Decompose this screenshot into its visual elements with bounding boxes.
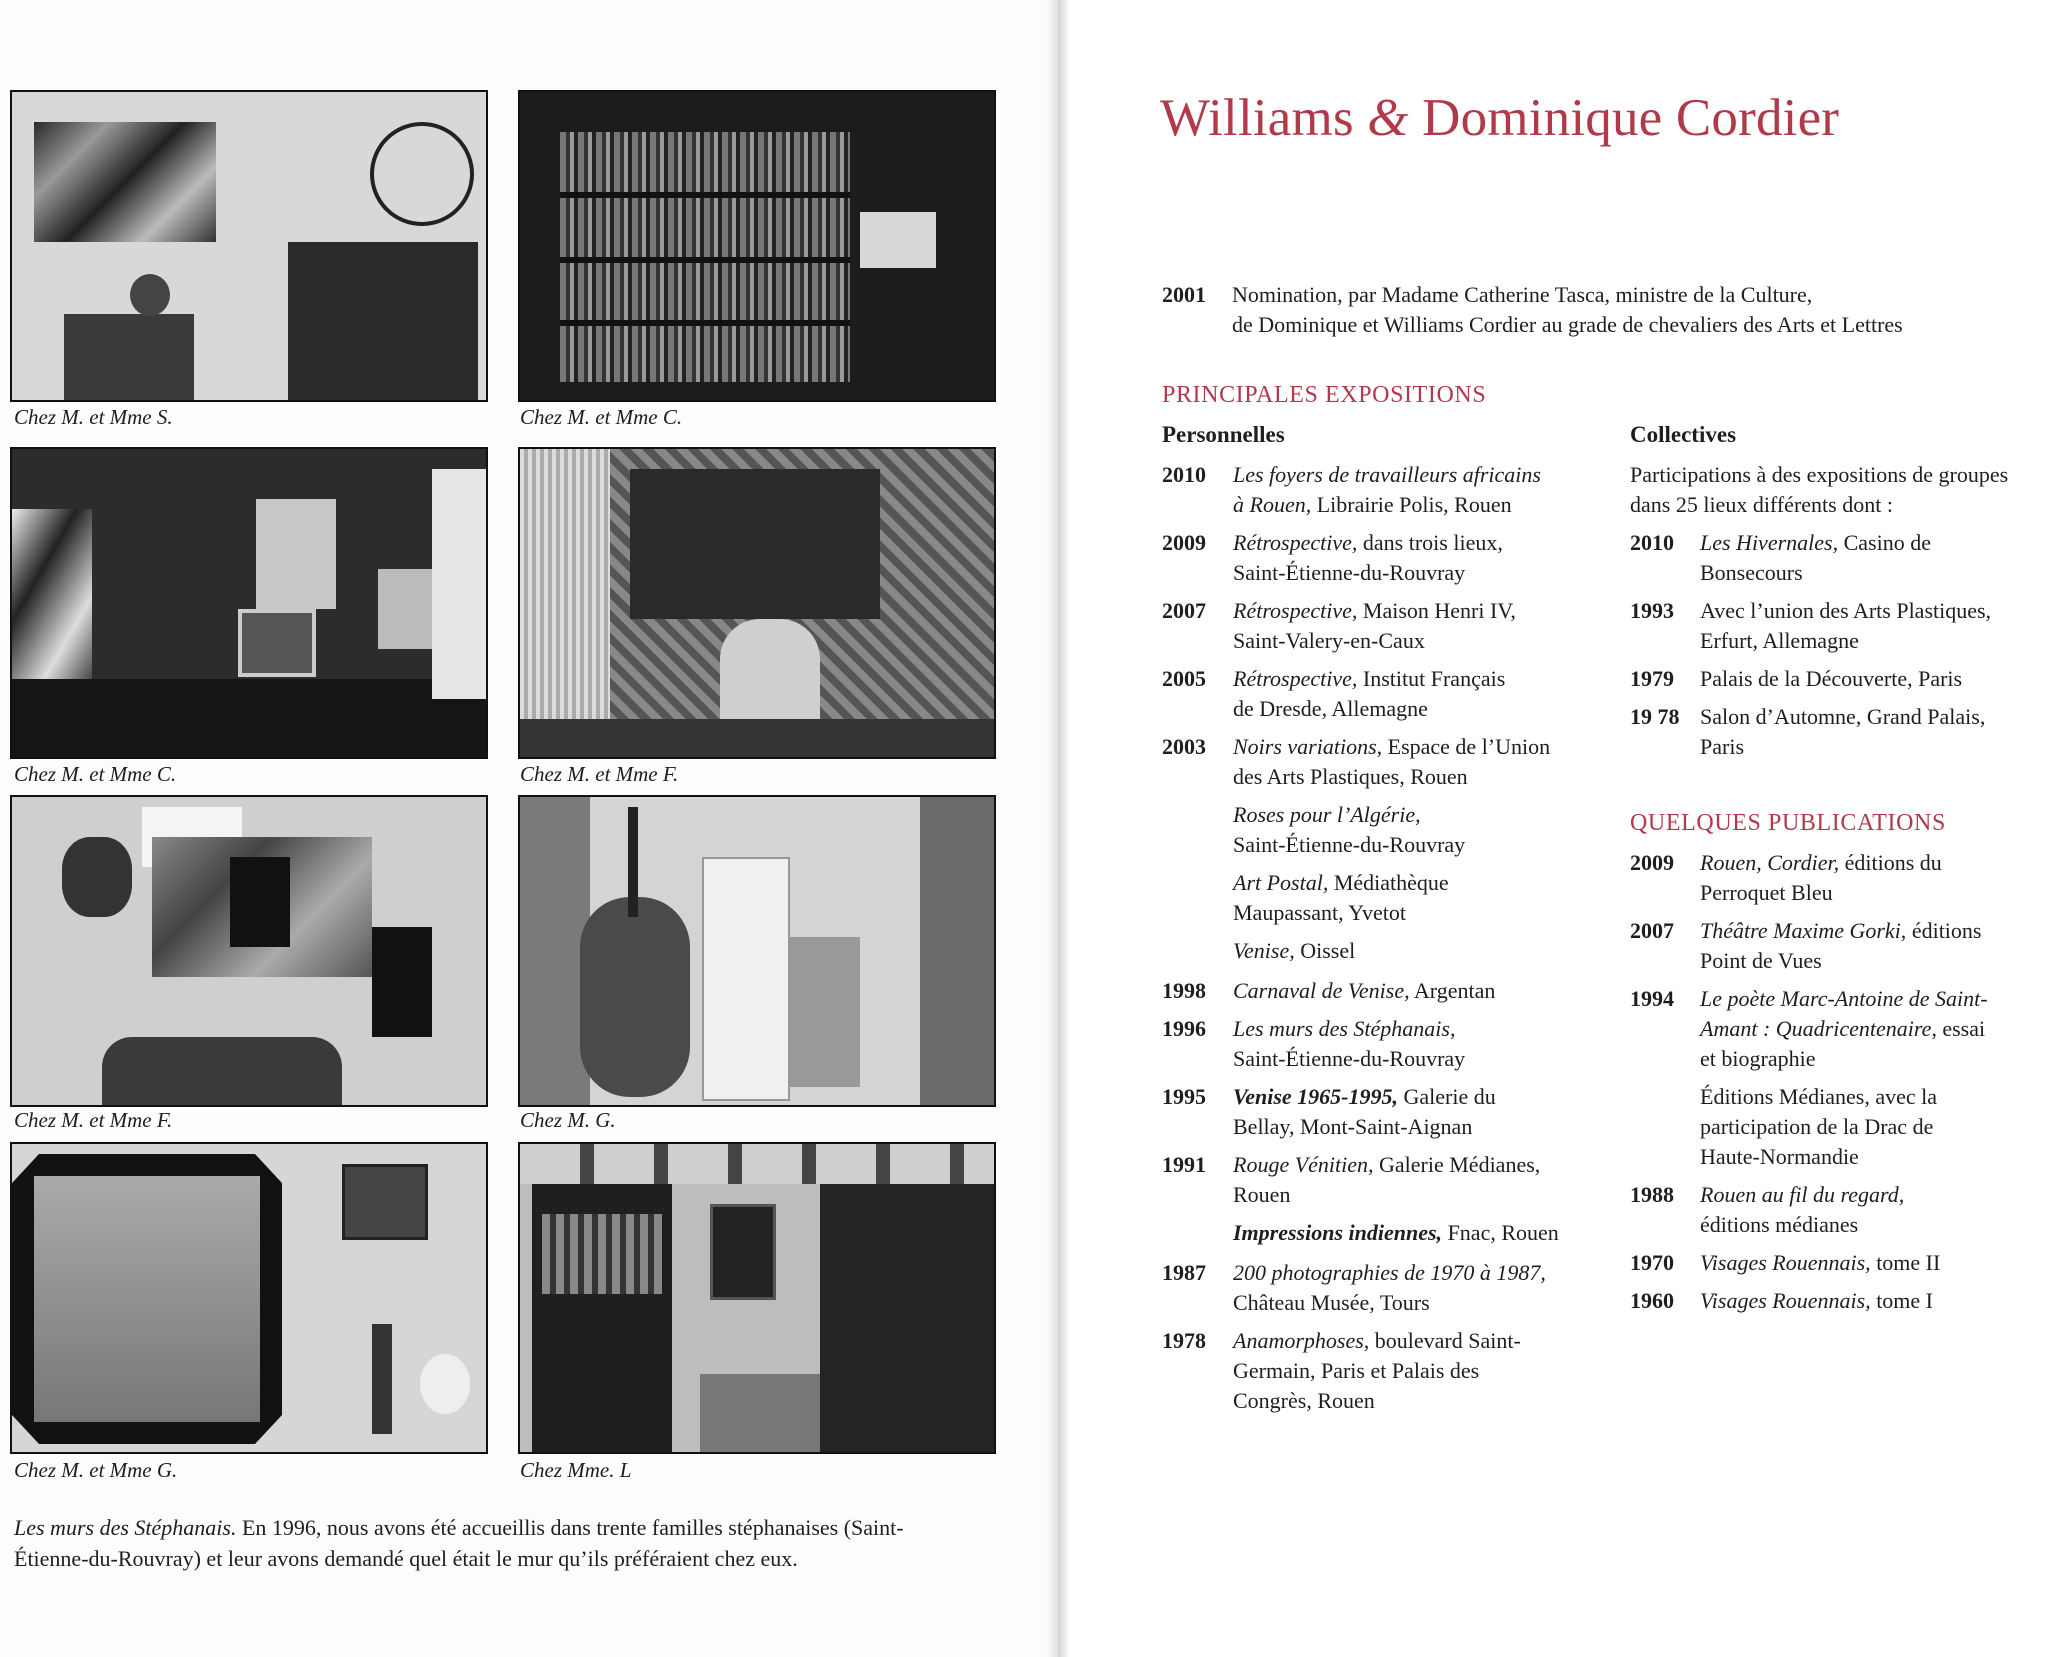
photo-caption: Chez M. et Mme F.	[520, 762, 679, 786]
entry-year: 2010	[1162, 462, 1206, 487]
photo-caption: Chez M. et Mme S.	[14, 405, 173, 429]
entry-title: à Rouen,	[1233, 492, 1312, 517]
entry-detail: de Dresde, Allemagne	[1233, 696, 1428, 721]
entry-detail: Paris	[1700, 734, 1744, 759]
entry-title: Rouen au fil du regard,	[1700, 1182, 1905, 1207]
entry-detail: Maupassant, Yvetot	[1233, 900, 1406, 925]
entry-detail: Perroquet Bleu	[1700, 880, 1833, 905]
photo-chez-m-et-mme-f-children	[518, 447, 996, 759]
entry-title: Venise 1965-1995,	[1233, 1084, 1398, 1109]
entry-year: 1993	[1630, 598, 1674, 623]
entry-title: Anamorphoses,	[1233, 1328, 1370, 1353]
entry-year: 2003	[1162, 734, 1206, 759]
entry-text	[1233, 1258, 1653, 1318]
photo-caption: Chez M. G.	[520, 1108, 616, 1132]
ampersand: &	[1367, 89, 1409, 147]
entry-text	[1233, 936, 1653, 966]
entry-detail: Librairie Polis, Rouen	[1311, 492, 1512, 517]
entry-detail: dans trois lieux,	[1357, 530, 1503, 555]
entry-title: Rouen, Cordier,	[1700, 850, 1840, 875]
photo-caption: Chez Mme. L	[520, 1458, 632, 1482]
entry-year: 2010	[1630, 530, 1674, 555]
photo-chez-m-et-mme-c-library	[518, 90, 996, 402]
entry-detail: Château Musée, Tours	[1233, 1290, 1430, 1315]
entry-detail: Fnac, Rouen	[1442, 1220, 1559, 1245]
entry-detail: Germain, Paris et Palais des	[1233, 1358, 1480, 1383]
entry-year: 2007	[1630, 918, 1674, 943]
entry-detail: des Arts Plastiques, Rouen	[1233, 764, 1468, 789]
entry-detail: essai	[1936, 1016, 1986, 1041]
entry-title: Le poète Marc-Antoine de Saint-	[1700, 986, 1988, 1011]
entry-year: 19 78	[1630, 704, 1680, 729]
entry-title: Les murs des Stéphanais,	[1233, 1016, 1456, 1041]
entry-title: Visages Rouennais,	[1700, 1288, 1871, 1313]
entry-text	[1233, 460, 1653, 520]
entry-text	[1233, 1082, 1653, 1142]
entry-title: Noirs variations,	[1233, 734, 1383, 759]
entry-text	[1233, 1326, 1653, 1416]
book-spine-shadow	[1046, 0, 1070, 1657]
entry-title: Rétrospective,	[1233, 598, 1358, 623]
description-lead: Les murs des Stéphanais.	[14, 1515, 237, 1540]
entry-detail: Argentan	[1409, 978, 1496, 1003]
photo-caption: Chez M. et Mme G.	[14, 1458, 178, 1482]
entry-detail: Éditions Médianes, avec la	[1700, 1084, 1938, 1109]
photo-chez-m-et-mme-f-bedroom	[10, 795, 488, 1107]
nomination-line-2: de Dominique et Williams Cordier au grade de chevaliers des Arts et Lettres	[1232, 312, 1903, 337]
entry-detail: et biographie	[1700, 1046, 1816, 1071]
entry-detail: Saint-Étienne-du-Rouvray	[1233, 560, 1466, 585]
entry-year: 1995	[1162, 1084, 1206, 1109]
entry-year: 1991	[1162, 1152, 1206, 1177]
entry-detail: Salon d’Automne, Grand Palais,	[1700, 704, 1986, 729]
entry-detail: boulevard Saint-	[1369, 1328, 1521, 1353]
entry-detail: tome I	[1870, 1288, 1934, 1313]
photo-chez-m-et-mme-g	[10, 1142, 488, 1454]
entry-detail: Galerie du	[1398, 1084, 1496, 1109]
entry-year: 1960	[1630, 1288, 1674, 1313]
entry-detail: Saint-Étienne-du-Rouvray	[1233, 832, 1466, 857]
entry-title: Impressions indiennes,	[1233, 1220, 1443, 1245]
nomination-year: 2001	[1162, 282, 1206, 307]
entry-detail: Bellay, Mont-Saint-Aignan	[1233, 1114, 1473, 1139]
entry-title: Rouge Vénitien,	[1233, 1152, 1374, 1177]
photo-caption: Chez M. et Mme F.	[14, 1108, 173, 1132]
photo-caption: Chez M. et Mme C.	[14, 762, 177, 786]
entry-detail: Galerie Médianes,	[1373, 1152, 1541, 1177]
entry-year: 2009	[1162, 530, 1206, 555]
entry-detail: Maison Henri IV,	[1357, 598, 1516, 623]
entry-year: 1970	[1630, 1250, 1674, 1275]
entry-text	[1233, 664, 1653, 724]
entry-title: Roses pour l’Algérie,	[1233, 802, 1421, 827]
entry-year: 1978	[1162, 1328, 1206, 1353]
entry-title: Art Postal,	[1233, 870, 1329, 895]
entry-detail: Institut Français	[1357, 666, 1506, 691]
entry-text	[1233, 1014, 1653, 1074]
nomination-line-1: Nomination, par Madame Catherine Tasca, ministre de la Culture,	[1232, 282, 1813, 307]
entry-text	[1233, 976, 1653, 1006]
entry-title: Théâtre Maxime Gorki,	[1700, 918, 1907, 943]
entry-text	[1233, 1218, 1653, 1248]
entry-title: Rétrospective,	[1233, 666, 1358, 691]
photo-chez-m-g	[518, 795, 996, 1107]
entry-title: Visages Rouennais,	[1700, 1250, 1871, 1275]
entry-detail: éditions du	[1839, 850, 1942, 875]
entry-text	[1700, 1248, 2040, 1278]
page-title: Williams & Dominique Cordier	[1160, 89, 1840, 147]
entry-year: 1988	[1630, 1182, 1674, 1207]
entry-text	[1233, 596, 1653, 656]
entry-title: Venise,	[1233, 938, 1295, 963]
subheading-collectives: Collectives	[1630, 422, 1737, 447]
entry-detail: Point de Vues	[1700, 948, 1822, 973]
entry-text	[1233, 800, 1653, 860]
entry-text	[1233, 528, 1653, 588]
entry-year: 2009	[1630, 850, 1674, 875]
entry-title: Carnaval de Venise,	[1233, 978, 1410, 1003]
entry-text	[1700, 916, 2040, 976]
entry-detail: Casino de	[1838, 530, 1931, 555]
entry-detail: Bonsecours	[1700, 560, 1803, 585]
collectives-intro-2: dans 25 lieux différents dont :	[1630, 492, 1893, 517]
description-line2: Étienne-du-Rouvray) et leur avons demandé quel était le mur qu’ils préféraient chez eux.	[14, 1546, 798, 1571]
entry-text	[1233, 868, 1653, 928]
photo-chez-m-et-mme-c-room	[10, 447, 488, 759]
entry-detail: Congrès, Rouen	[1233, 1388, 1375, 1413]
description-line1: En 1996, nous avons été accueillis dans trente familles stéphanaises (Saint-	[236, 1515, 904, 1540]
entry-text	[1700, 1286, 2040, 1316]
entry-detail: Haute-Normandie	[1700, 1144, 1859, 1169]
entry-year: 1979	[1630, 666, 1674, 691]
entry-detail: Erfurt, Allemagne	[1700, 628, 1859, 653]
entry-detail: Oissel	[1294, 938, 1356, 963]
entry-text	[1700, 664, 2040, 694]
entry-text	[1700, 596, 2040, 656]
entry-detail: Médiathèque	[1328, 870, 1449, 895]
photo-series-description	[14, 1512, 1014, 1574]
entry-text	[1700, 984, 2040, 1074]
entry-year: 1996	[1162, 1016, 1206, 1041]
entry-detail: tome II	[1870, 1250, 1941, 1275]
entry-text	[1700, 1082, 2040, 1172]
entry-detail: Saint-Étienne-du-Rouvray	[1233, 1046, 1466, 1071]
entry-title: Les Hivernales,	[1700, 530, 1839, 555]
entry-detail: éditions	[1906, 918, 1982, 943]
collectives-intro-1: Participations à des expositions de groupes	[1630, 462, 2009, 487]
entry-text	[1700, 528, 2040, 588]
entry-title: 200 photographies de 1970 à 1987,	[1233, 1260, 1546, 1285]
entry-year: 1998	[1162, 978, 1206, 1003]
entry-title: Amant : Quadricentenaire,	[1700, 1016, 1937, 1041]
entry-detail: Espace de l’Union	[1382, 734, 1551, 759]
entry-year: 1987	[1162, 1260, 1206, 1285]
entry-year: 1994	[1630, 986, 1674, 1011]
entry-text	[1700, 848, 2040, 908]
entry-detail: Saint-Valery-en-Caux	[1233, 628, 1425, 653]
photo-chez-m-et-mme-s	[10, 90, 488, 402]
entry-detail: Rouen	[1233, 1182, 1291, 1207]
entry-year: 2005	[1162, 666, 1206, 691]
entry-detail: Palais de la Découverte, Paris	[1700, 666, 1963, 691]
subheading-personnelles: Personnelles	[1162, 422, 1285, 447]
section-heading-expositions: PRINCIPALES EXPOSITIONS	[1162, 382, 1487, 408]
photo-caption: Chez M. et Mme C.	[520, 405, 683, 429]
entry-detail: Avec l’union des Arts Plastiques,	[1700, 598, 1992, 623]
entry-text	[1233, 732, 1653, 792]
entry-detail: éditions médianes	[1700, 1212, 1859, 1237]
entry-detail: participation de la Drac de	[1700, 1114, 1934, 1139]
entry-title: Rétrospective,	[1233, 530, 1358, 555]
section-heading-publications: QUELQUES PUBLICATIONS	[1630, 810, 1946, 836]
entry-year: 2007	[1162, 598, 1206, 623]
entry-text	[1700, 702, 2040, 762]
photo-chez-mme-l	[518, 1142, 996, 1454]
entry-text	[1700, 1180, 2040, 1240]
entry-title: Les foyers de travailleurs africains	[1233, 462, 1541, 487]
entry-text	[1233, 1150, 1653, 1210]
